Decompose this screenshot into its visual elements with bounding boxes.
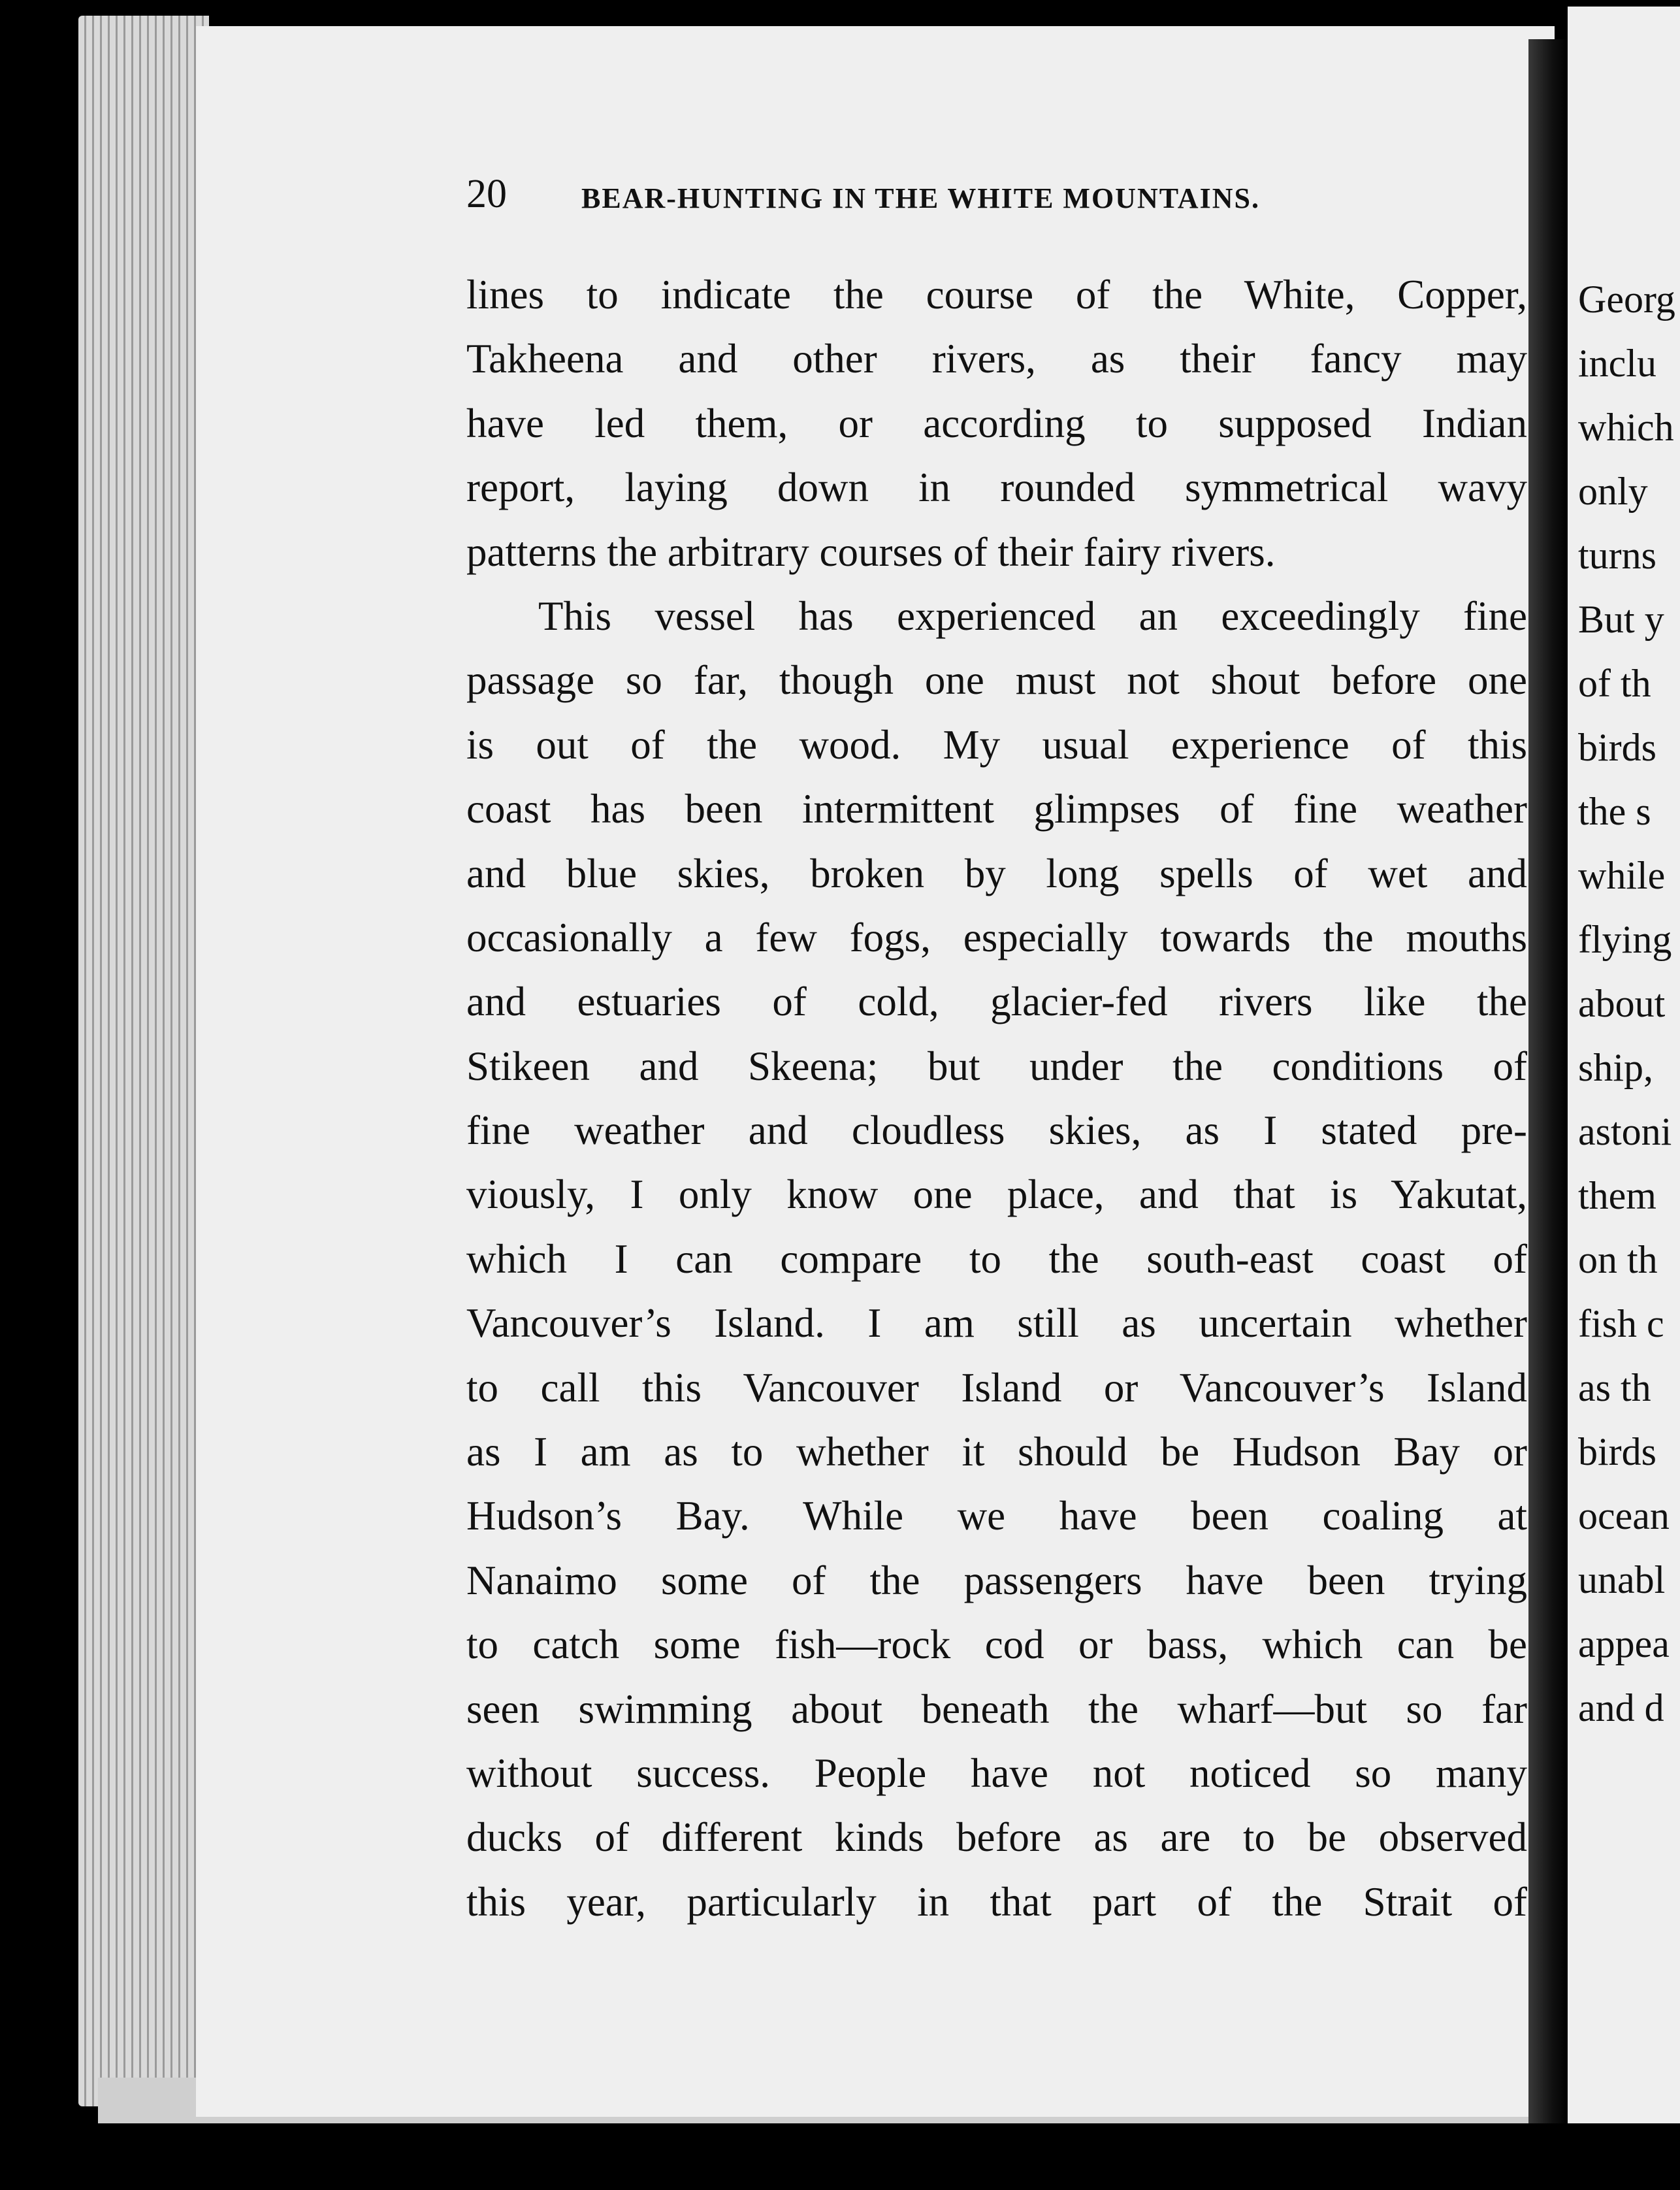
text-line: Vancouver’s Island. I am still as uncertain whether (466, 1300, 1527, 1347)
text-line: is out of the wood. My usual experience of this (466, 721, 1527, 768)
text-line: Takheena and other rivers, as their fancy may (466, 336, 1527, 382)
body-text (466, 263, 1527, 1934)
facing-page-fragment: appea (1578, 1622, 1670, 1665)
facing-page-fragment: only (1578, 470, 1648, 513)
page-number: 20 (466, 172, 507, 216)
facing-page-fragment: birds (1578, 726, 1656, 769)
facing-page-fragment: turns (1578, 534, 1656, 577)
facing-page-fragment: inclu (1578, 342, 1656, 385)
text-line: this year, particularly in that part of the Strait of (466, 1878, 1527, 1925)
text-line: Nanaimo some of the passengers have been trying (466, 1557, 1527, 1603)
text-line: which I can compare to the south-east coast of (466, 1235, 1527, 1282)
facing-page-fragment: birds (1578, 1430, 1656, 1473)
text-line: lines to indicate the course of the White, Copper, (466, 272, 1527, 318)
facing-page-fragment: flying (1578, 918, 1672, 961)
facing-page-fragment: as th (1578, 1366, 1651, 1409)
text-line: occasionally a few fogs, especially towards the mouths (466, 914, 1527, 960)
facing-page-fragment: ship, (1578, 1046, 1654, 1089)
text-line: ducks of different kinds before as are to be observed (466, 1814, 1527, 1861)
text-line: and estuaries of cold, glacier-fed rivers like the (466, 979, 1527, 1025)
text-line: patterns the arbitrary courses of their fairy rivers. (466, 529, 1276, 575)
text-line: and blue skies, broken by long spells of wet and (466, 850, 1527, 896)
text-line: fine weather and cloudless skies, as I stated pre- (466, 1107, 1527, 1154)
text-line: as I am as to whether it should be Hudson Bay or (466, 1429, 1527, 1475)
facing-page-fragment: about (1578, 982, 1666, 1025)
text-line: to catch some fish—rock cod or bass, which can be (466, 1622, 1527, 1668)
page-edges (78, 16, 209, 2106)
facing-page-fragment: fish c (1578, 1302, 1664, 1345)
text-line: without success. People have not noticed so many (466, 1750, 1527, 1796)
running-head (466, 174, 1417, 226)
facing-page-fragment: them (1578, 1174, 1656, 1217)
book-gutter (1528, 39, 1568, 2123)
facing-page-fragment: on th (1578, 1238, 1658, 1281)
facing-page-fragment: astoni (1578, 1110, 1672, 1153)
facing-page (1568, 7, 1680, 2123)
text-line: passage so far, though one must not shout before one (466, 657, 1527, 704)
text-line: report, laying down in rounded symmetrical wavy (466, 465, 1527, 511)
facing-page-fragment: while (1578, 854, 1666, 897)
text-line: Stikeen and Skeena; but under the conditions of (466, 1043, 1527, 1089)
facing-page-fragment: and d (1578, 1686, 1664, 1729)
facing-page-fragment: the s (1578, 790, 1651, 833)
text-line: seen swimming about beneath the wharf—but so far (466, 1686, 1527, 1732)
facing-page-fragment: Georg (1578, 278, 1675, 321)
facing-page-fragment: But y (1578, 598, 1664, 641)
text-line: have led them, or according to supposed Indian (466, 400, 1527, 446)
facing-page-fragment: of th (1578, 662, 1651, 705)
facing-page-fragment: unabl (1578, 1558, 1666, 1601)
text-line: coast has been intermittent glimpses of fine weather (466, 786, 1527, 832)
facing-page-fragment: ocean (1578, 1494, 1670, 1537)
text-line: viously, I only know one place, and that is Yakutat, (466, 1171, 1527, 1218)
text-line: to call this Vancouver Island or Vancouver’s Island (466, 1364, 1527, 1411)
text-line: Hudson’s Bay. While we have been coaling at (466, 1493, 1527, 1539)
facing-page-fragment: which (1578, 406, 1674, 449)
text-line: This vessel has experienced an exceedingly fine (538, 593, 1527, 639)
running-title: BEAR-HUNTING IN THE WHITE MOUNTAINS. (581, 182, 1260, 214)
